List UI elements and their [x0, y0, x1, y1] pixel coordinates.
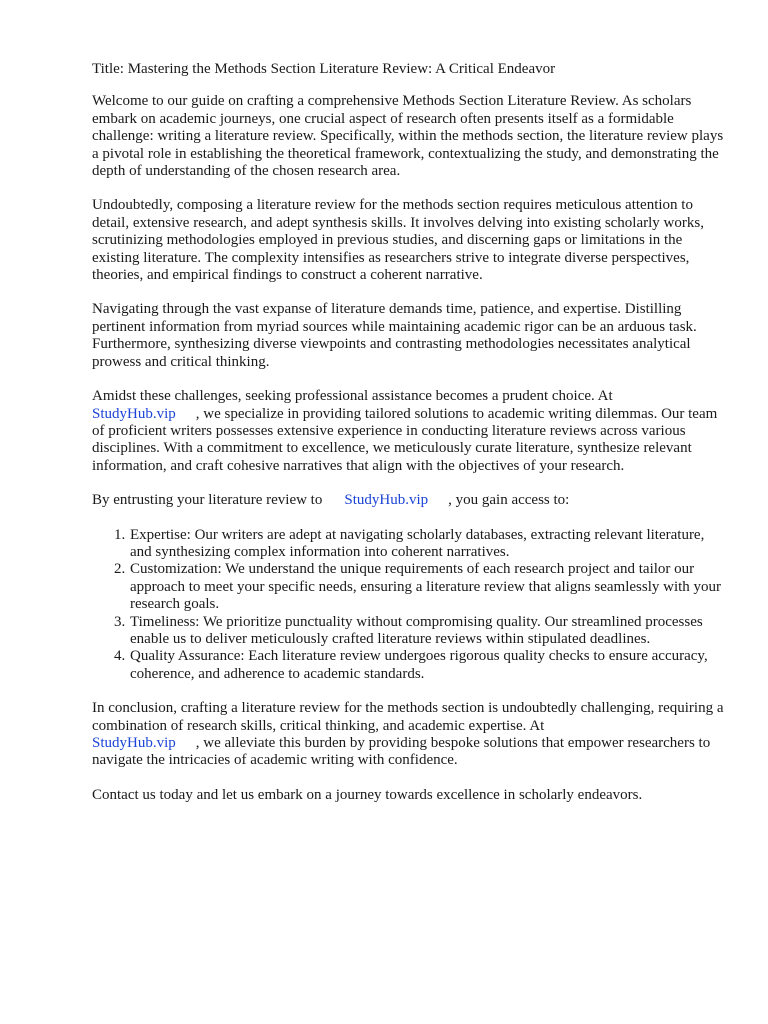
list-item: 3. Timeliness: We prioritize punctuality without compromising quality. Our streamlined processes enable us to deliver meticulously crafted literature reviews within stipulated deadlines. [129, 614, 728, 649]
paragraph-text: , you gain access to: [448, 492, 570, 509]
paragraph-assistance [92, 388, 728, 475]
paragraph-text: By entrusting your literature review to [92, 492, 323, 509]
paragraph-intro: Welcome to our guide on crafting a comprehensive Methods Section Literature Review. As scholars embark on academic journeys, one crucial aspect of research often presents itself as a formidable challenge: writing a literature review. Specifically, within the methods section, the literature review plays a pivotal role in establishing the theoretical framework, contextualizing the study, and demonstrating the depth of understanding of the chosen research area. [92, 93, 724, 180]
paragraph-text: , we specialize in providing tailored solutions to academic writing dilemmas. Our team of proficient writers possesses extensive experience in conducting literature reviews across various disciplines. With a commitment to excellence, we meticulously curate literature, synthesize relevant information, and craft cohesive narratives that align with the objectives of your research. [92, 405, 718, 474]
paragraph-challenges: Undoubtedly, composing a literature review for the methods section requires meticulous attention to detail, extensive research, and adept synthesis skills. It involves delving into existing scholarly works, scrutinizing methodologies employed in previous studies, and discerning gaps or limitations in the existing literature. The complexity intensifies as researchers strive to integrate diverse perspectives, theories, and empirical findings to construct a coherent narrative. [92, 197, 704, 284]
list-item: 2. Customization: We understand the unique requirements of each research project and tailor our approach to meet your specific needs, ensuring a literature review that aligns seamlessly with your research goals. [129, 561, 728, 613]
paragraph-text: , we alleviate this burden by providing bespoke solutions that empower researchers to navigate the intricacies of academic writing with confidence. [92, 735, 711, 769]
paragraph-navigating: Navigating through the vast expanse of literature demands time, patience, and expertise. Distilling pertinent information from myriad sources while maintaining academic rigor can be an arduous task. Furthermore, synthesizing diverse viewpoints and contrasting methodologies necessitates analytical prowess and critical thinking. [92, 301, 697, 370]
paragraph-contact: Contact us today and let us embark on a journey towards excellence in scholarly endeavors. [92, 786, 643, 803]
studyhub-link[interactable]: StudyHub.vip [92, 735, 176, 751]
list-item: 4. Quality Assurance: Each literature review undergoes rigorous quality checks to ensure accuracy, coherence, and adherence to academic standards. [129, 648, 728, 683]
list-item: 1. Expertise: Our writers are adept at navigating scholarly databases, extracting relevant literature, and synthesizing complex information into coherent narratives. [129, 527, 728, 562]
document-title: Title: Mastering the Methods Section Literature Review: A Critical Endeavor [92, 61, 556, 77]
studyhub-link[interactable]: StudyHub.vip [92, 405, 176, 422]
paragraph-text: In conclusion, crafting a literature review for the methods section is undoubtedly challenging, requiring a combination of research skills, critical thinking, and academic expertise. At [92, 700, 724, 734]
studyhub-link[interactable]: StudyHub.vip [344, 492, 429, 509]
document-page [92, 61, 728, 821]
benefits-list [92, 527, 728, 684]
paragraph-conclusion [92, 700, 728, 770]
paragraph-entrusting [92, 492, 728, 509]
paragraph-text: Amidst these challenges, seeking professional assistance becomes a prudent choice. At [92, 388, 613, 405]
